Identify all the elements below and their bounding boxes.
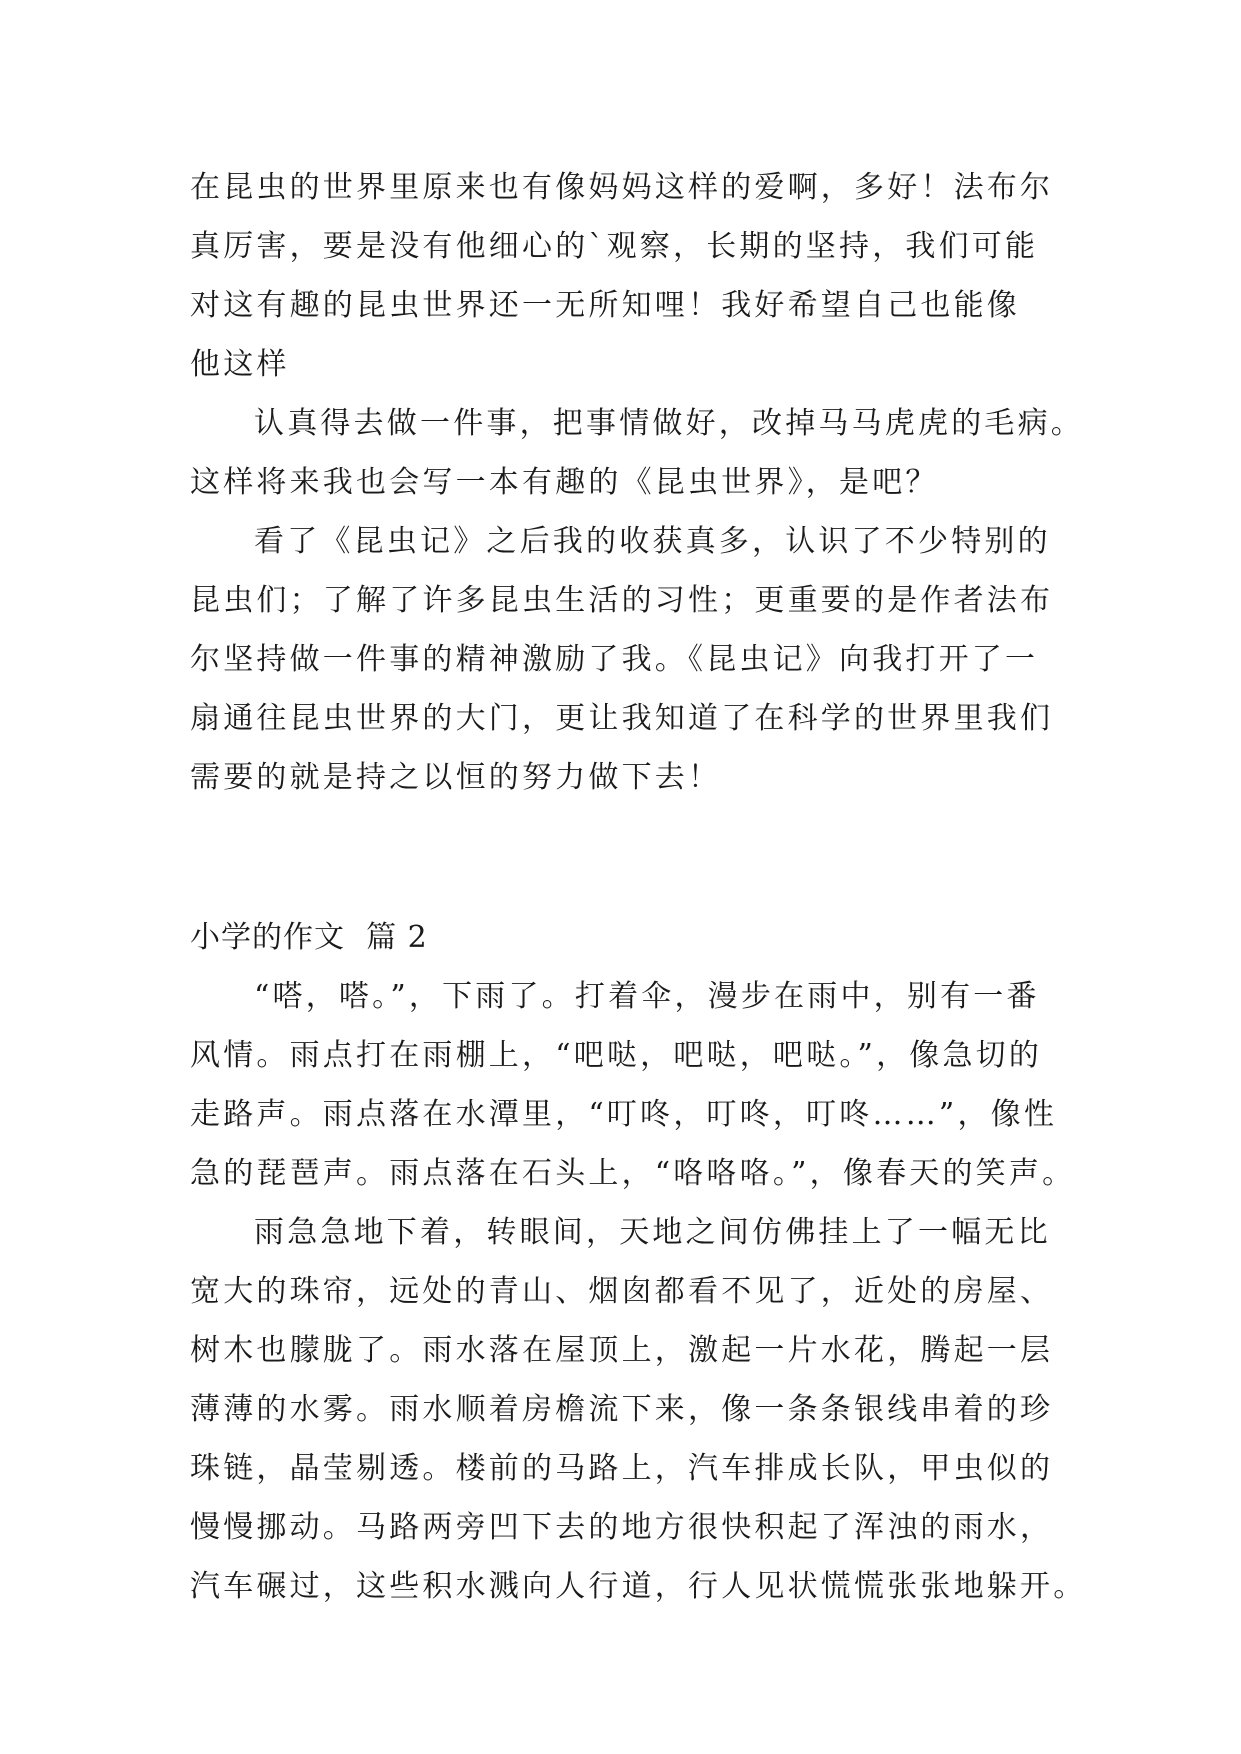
- text-line: 急的琵琶声。雨点落在石头上，“咯咯咯。”，像春天的笑声。: [190, 1156, 1076, 1191]
- text-line: 看了《昆虫记》之后我的收获真多，认识了不少特别的: [254, 524, 1051, 559]
- text-line: 在昆虫的世界里原来也有像妈妈这样的爱啊，多好！法布尔: [190, 170, 1054, 205]
- text-line: 薄薄的水雾。雨水顺着房檐流下来，像一条条银线串着的珍: [190, 1392, 1054, 1427]
- paragraph-3: [190, 512, 1080, 807]
- text-line: 对这有趣的昆虫世界还一无所知哩！我好希望自己也能像: [190, 288, 1020, 323]
- text-line: 他这样: [190, 347, 290, 382]
- text-line: 风情。雨点打在雨棚上，“吧哒，吧哒，吧哒。”，像急切的: [190, 1038, 1043, 1073]
- document-page: [190, 158, 1087, 1616]
- text-line: 树木也朦胧了。雨水落在屋顶上，激起一片水花，腾起一层: [190, 1333, 1054, 1368]
- paragraph-2: [190, 1203, 1087, 1616]
- text-line: “嗒，嗒。”，下雨了。打着伞，漫步在雨中，别有一番: [254, 979, 1040, 1014]
- text-line: 珠链，晶莹剔透。楼前的马路上，汽车排成长队，甲虫似的: [190, 1451, 1054, 1486]
- section-gap: [190, 807, 1080, 908]
- paragraph-1: [190, 158, 1080, 394]
- text-line: 真厉害，要是没有他细心的`观察，长期的坚持，我们可能: [190, 229, 1039, 264]
- text-line: 这样将来我也会写一本有趣的《昆虫世界》，是吧？: [190, 465, 939, 500]
- text-line: 汽车碾过，这些积水溅向人行道，行人见状慌慌张张地躲开。: [190, 1569, 1087, 1604]
- text-line: 需要的就是持之以恒的努力做下去！: [190, 760, 722, 795]
- text-line: 尔坚持做一件事的精神激励了我。《昆虫记》向我打开了一: [190, 642, 1039, 677]
- paragraph-2: [190, 394, 1084, 512]
- essay-1: [190, 158, 1084, 807]
- essay-2: [190, 908, 1087, 1616]
- text-line: 扇通往昆虫世界的大门，更让我知道了在科学的世界里我们: [190, 701, 1054, 736]
- paragraph-1: [190, 967, 1080, 1203]
- text-line: 慢慢挪动。马路两旁凹下去的地方很快积起了浑浊的雨水，: [190, 1510, 1054, 1545]
- text-line: 宽大的珠帘，远处的青山、烟囱都看不见了，近处的房屋、: [190, 1274, 1054, 1309]
- text-line: 昆虫们；了解了许多昆虫生活的习性；更重要的是作者法布: [190, 583, 1054, 618]
- text-line: 雨急急地下着，转眼间，天地之间仿佛挂上了一幅无比: [254, 1215, 1051, 1250]
- text-line: 认真得去做一件事，把事情做好，改掉马马虎虎的毛病。: [254, 406, 1084, 441]
- text-line: 走路声。雨点落在水潭里，“叮咚，叮咚，叮咚……”，像性: [190, 1097, 1058, 1132]
- essay-heading: 小学的作文 篇 2: [190, 920, 428, 955]
